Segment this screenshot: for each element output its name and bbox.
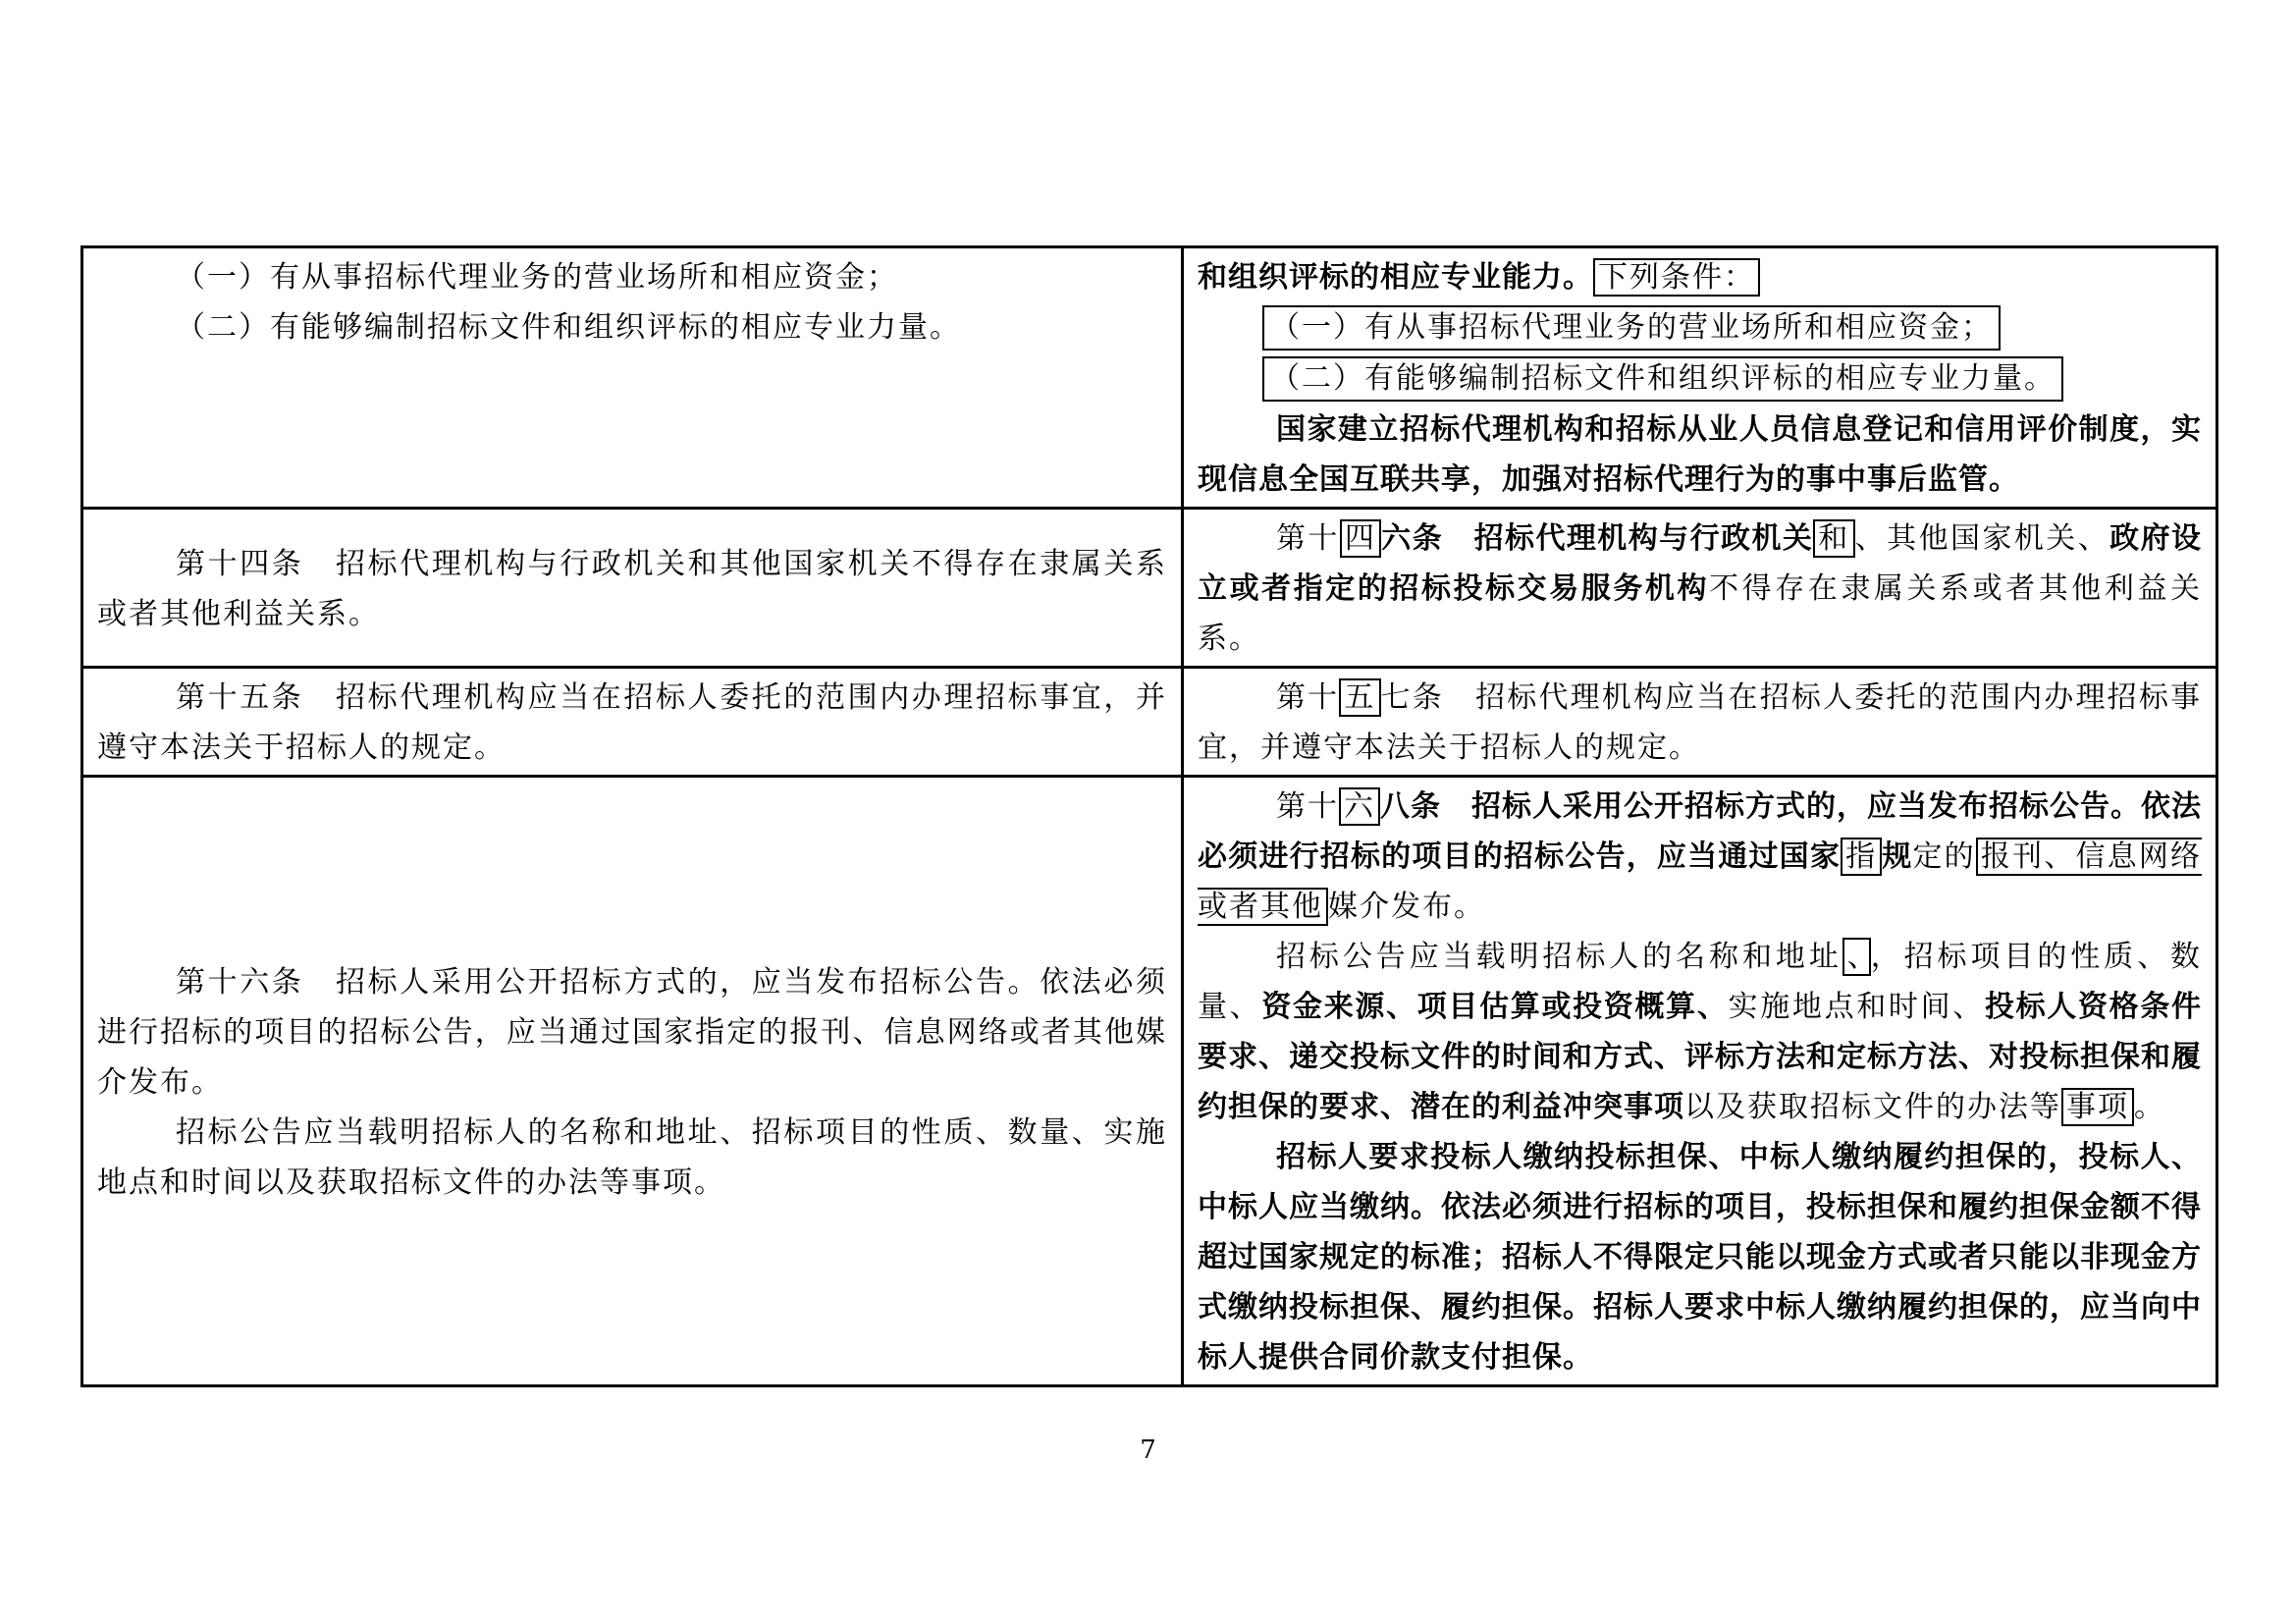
new-article-18-p1: 第十 六 八条 招标人采用公开招标方式的，应当发布招标公告。依法必须进行招标的项目的招标公告，应当通过国家 指 规定的 报刊、信息网络或者其他 媒介发布。 — [1198, 789, 2203, 924]
new-text-cell — [1183, 509, 2217, 668]
page-number: 7 — [1140, 1435, 1156, 1465]
new-items — [1198, 302, 2202, 405]
old-text-cell — [82, 247, 1183, 509]
new-clause-intro: 和组织评标的相应专业能力。 下列条件： — [1198, 252, 2202, 302]
old-article-16-p2: 招标公告应当载明招标人的名称和地址、招标项目的性质、数量、实施地点和时间以及获取招标文件的办法等事项。 — [97, 1114, 1167, 1200]
new-item-2: （二）有能够编制招标文件和组织评标的相应专业力量。 — [1262, 356, 2063, 402]
new-article-18-p3: 招标人要求投标人缴纳投标担保、中标人缴纳履约担保的，投标人、中标人应当缴纳。依法必须进行招标的项目，投标担保和履约担保金额不得超过国家规定的标准；招标人不得限定只能以现金方式或者只能以非现金方式缴纳投标担保、履约担保。招标人要求中标人缴纳履约担保的，应当向中标人提供合同价款支付担保。 — [1198, 1140, 2202, 1375]
old-text-cell — [82, 509, 1183, 668]
old-article-15: 第十五条 招标代理机构应当在招标人委托的范围内办理招标事宜，并遵守本法关于招标人的规定。 — [97, 680, 1167, 765]
new-article-17: 第十 五 七条 招标代理机构应当在招标人委托的范围内办理招标事宜，并遵守本法关于招标人的规定。 — [1198, 680, 2203, 765]
new-article-18-p2: 招标公告应当载明招标人的名称和地址 、 ，招标项目的性质、数量、资金来源、项目估算或投资概算、实施地点和时间、投标人资格条件要求、递交投标文件的时间和方式、评标方法和定标方法、对投标担保和履约担保的要求、潜在的利益冲突事项以及获取招标文件的办法等 事项 。 — [1198, 940, 2203, 1124]
new-text-cell — [1183, 777, 2217, 1386]
old-item-2: （二）有能够编制招标文件和组织评标的相应专业力量。 — [176, 310, 961, 345]
new-text-cell — [1183, 247, 2217, 509]
new-article-16: 第十 四 六条 招标代理机构与行政机关 和 、其他国家机关、政府设立或者指定的招标投标交易服务机构不得存在隶属关系或者其他利益关系。 — [1198, 521, 2203, 656]
comparison-table — [80, 245, 2218, 1387]
new-item-1: （一）有从事招标代理业务的营业场所和相应资金； — [1262, 305, 2001, 351]
table-row — [82, 668, 2217, 777]
new-clause-added: 国家建立招标代理机构和招标从业人员信息登记和信用评价制度，实现信息全国互联共享，加强对招标代理行为的事中事后监管。 — [1198, 412, 2202, 497]
old-article-16-p1: 第十六条 招标人采用公开招标方式的，应当发布招标公告。依法必须进行招标的项目的招标公告，应当通过国家指定的报刊、信息网络或者其他媒介发布。 — [97, 964, 1167, 1100]
old-text-cell — [82, 668, 1183, 777]
new-text-cell — [1183, 668, 2217, 777]
table-row — [82, 509, 2217, 668]
table-row — [82, 777, 2217, 1386]
old-text-cell — [82, 777, 1183, 1386]
old-article-14: 第十四条 招标代理机构与行政机关和其他国家机关不得存在隶属关系或者其他利益关系。 — [97, 546, 1167, 631]
old-item-1: （一）有从事招标代理业务的营业场所和相应资金； — [176, 260, 898, 295]
table-row — [82, 247, 2217, 509]
